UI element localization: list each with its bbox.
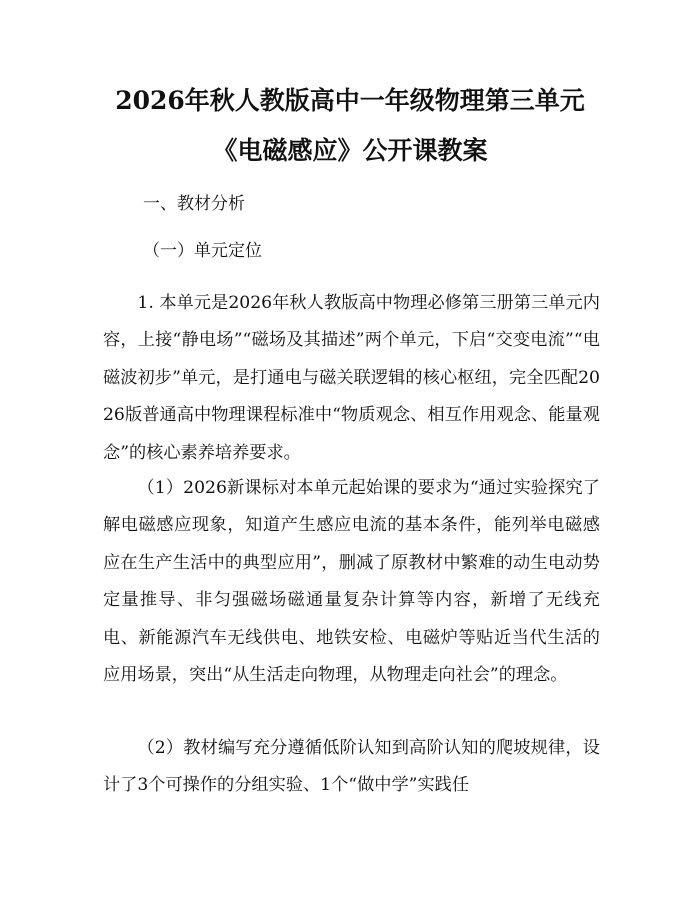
subsection-heading-unit-positioning: （一）单元定位	[143, 241, 262, 261]
document-title-line-2: 《电磁感应》公开课教案	[212, 136, 488, 165]
paragraph-3: （2）教材编写充分遵循低阶认知到高阶认知的爬坡规律，设计了3个可操作的分组实验、1个“做中学”实践任	[103, 738, 600, 796]
paragraph-1: 1. 本单元是2026年秋人教版高中物理必修第三册第三单元内容，上接“静电场”“磁场及其描述”两个单元，下启“交变电流”“电磁波初步”单元，是打通电与磁关联逻辑的核心枢纽，完全匹配2026版普通高中物理课程标准中“物质观念、相互作用观念、能量观念”的核心素养培养要求。	[103, 293, 600, 463]
paragraph-2: （1）2026新课标对本单元起始课的要求为“通过实验探究了解电磁感应现象，知道产生感应电流的基本条件，能列举电磁感应在生产生活中的典型应用”，删减了原教材中繁难的动生电动势定量推导、非匀强磁场磁通量复杂计算等内容，新增了无线充电、新能源汽车无线供电、地铁安检、电磁炉等贴近当代生活的应用场景，突出“从生活走向物理，从物理走向社会”的理念。	[103, 478, 600, 686]
section-heading-textbook-analysis: 一、教材分析	[143, 194, 245, 214]
document-title-line-1: 2026年秋人教版高中一年级物理第三单元	[115, 86, 585, 115]
